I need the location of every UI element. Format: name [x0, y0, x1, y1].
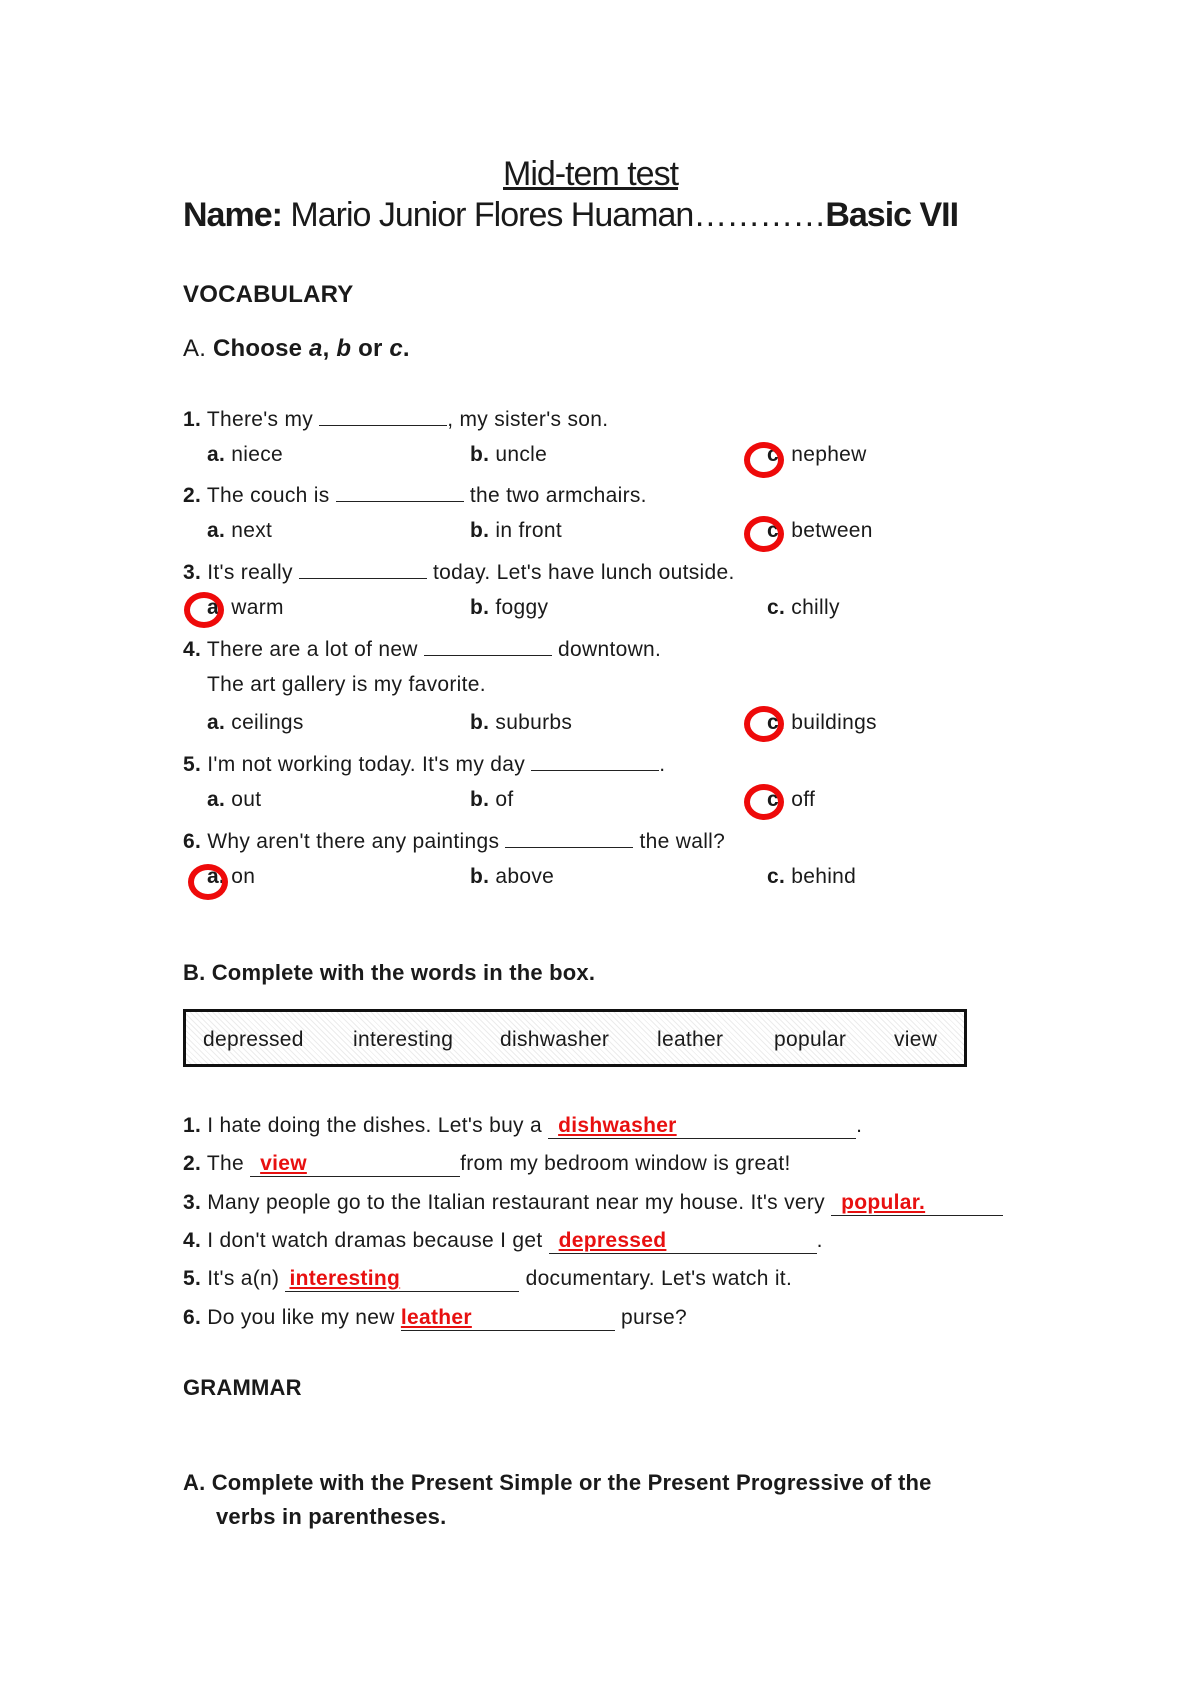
- sentence-6: [183, 1306, 687, 1331]
- option-text: chilly: [791, 596, 840, 619]
- option-a[interactable]: [207, 519, 272, 543]
- option-text: uncle: [495, 443, 548, 466]
- answer-circle: [744, 706, 784, 742]
- sentence-text: .: [856, 1114, 863, 1137]
- option-a[interactable]: [207, 711, 304, 735]
- answer-blank: [505, 827, 633, 848]
- sentence-text: .: [816, 1229, 823, 1252]
- sentence-4: [183, 1229, 823, 1254]
- sentence-text: I don't watch dramas because I get: [207, 1229, 549, 1252]
- vocabulary-heading: VOCABULARY: [183, 281, 354, 308]
- answer-blank: [319, 405, 447, 426]
- option-a[interactable]: [207, 443, 283, 467]
- option-letter: c.: [767, 596, 786, 619]
- sentence-text: It's a(n): [207, 1267, 286, 1290]
- question-3: [183, 558, 735, 585]
- option-text: suburbs: [495, 711, 573, 734]
- sentence-text: Do you like my new: [207, 1306, 401, 1329]
- sentence-1: [183, 1114, 862, 1139]
- option-letter: a.: [207, 788, 226, 811]
- sentence-number: 4.: [183, 1229, 202, 1252]
- sentence-2: [183, 1152, 791, 1177]
- question-number: 4.: [183, 638, 202, 661]
- answer-blank: [531, 750, 659, 771]
- instruction-text: Complete with the words in the box.: [211, 960, 596, 985]
- answer-blank: [336, 481, 464, 502]
- name-label: Name:: [183, 196, 282, 234]
- sentence-text: Many people go to the Italian restaurant near my house. It's very: [207, 1191, 832, 1214]
- option-c[interactable]: [767, 865, 856, 889]
- option-text: ceilings: [231, 711, 304, 734]
- question-text: The couch is: [206, 484, 330, 507]
- question-4-line2: The art gallery is my favorite.: [207, 673, 486, 696]
- question-number: 3.: [183, 561, 202, 584]
- option-letter: a.: [207, 443, 226, 466]
- question-text: I'm not working today. It's my day: [207, 753, 526, 776]
- word-box: [183, 1009, 967, 1067]
- question-text: It's really: [207, 561, 293, 584]
- option-c[interactable]: [767, 596, 840, 620]
- level-label: Basic VII: [825, 196, 959, 234]
- sentence-text: from my bedroom window is great!: [460, 1152, 791, 1175]
- filled-answer[interactable]: leather: [401, 1306, 615, 1331]
- grammar-section-a-line2: verbs in parentheses.: [216, 1504, 447, 1529]
- answer-blank: [299, 558, 427, 579]
- box-word: dishwasher: [500, 1028, 610, 1051]
- option-text: on: [231, 865, 256, 888]
- option-text: warm: [231, 596, 284, 619]
- option-a[interactable]: [207, 788, 261, 812]
- question-text: the two armchairs.: [463, 484, 647, 507]
- question-4: [183, 635, 661, 662]
- option-text: nephew: [791, 443, 867, 466]
- question-text: the wall?: [633, 830, 726, 853]
- option-letter: c.: [767, 443, 786, 466]
- sentence-number: 2.: [183, 1152, 202, 1175]
- option-text: out: [231, 788, 262, 811]
- option-b[interactable]: [470, 519, 562, 543]
- sentence-number: 3.: [183, 1191, 202, 1214]
- option-text: next: [231, 519, 273, 542]
- section-letter: A.: [183, 1470, 206, 1495]
- option-letter: a.: [207, 711, 226, 734]
- box-word: popular: [774, 1028, 847, 1051]
- option-text: foggy: [495, 596, 549, 619]
- question-text: Why aren't there any paintings: [207, 830, 500, 853]
- filled-answer[interactable]: popular.: [831, 1191, 1003, 1216]
- page-title: Mid-tem test: [503, 155, 679, 193]
- sentence-number: 5.: [183, 1267, 202, 1290]
- answer-circle: [184, 592, 224, 628]
- section-letter: B.: [183, 960, 206, 985]
- question-number: 2.: [183, 484, 202, 507]
- sentence-3: [183, 1191, 1003, 1216]
- option-letter: b.: [470, 865, 490, 888]
- instruction-c: c: [389, 335, 403, 362]
- option-text: buildings: [791, 711, 877, 734]
- question-number: 6.: [183, 830, 202, 853]
- option-text: off: [791, 788, 816, 811]
- option-text: between: [791, 519, 873, 542]
- instruction-text: .: [402, 335, 410, 362]
- option-text: of: [495, 788, 514, 811]
- question-number: 5.: [183, 753, 202, 776]
- sentence-number: 1.: [183, 1114, 202, 1137]
- question-text: today. Let's have lunch outside.: [426, 561, 735, 584]
- answer-circle: [744, 516, 784, 552]
- box-word: depressed: [203, 1028, 304, 1051]
- option-text: above: [495, 865, 555, 888]
- option-text: niece: [231, 443, 283, 466]
- sentence-text: documentary. Let's watch it.: [519, 1267, 793, 1290]
- section-letter: A.: [183, 335, 207, 362]
- option-letter: a.: [207, 596, 226, 619]
- filled-answer[interactable]: depressed: [549, 1229, 817, 1254]
- option-letter: b.: [470, 711, 490, 734]
- question-number: 1.: [183, 408, 202, 431]
- option-b[interactable]: [470, 788, 514, 812]
- box-word: view: [894, 1028, 938, 1051]
- box-word: leather: [657, 1028, 724, 1051]
- section-a-instruction: [183, 335, 410, 363]
- question-2: [183, 481, 647, 508]
- answer-circle: [744, 784, 784, 820]
- sentence-text: I hate doing the dishes. Let's buy a: [207, 1114, 549, 1137]
- filled-answer[interactable]: dishwasher: [548, 1114, 856, 1139]
- sentence-text: purse?: [614, 1306, 688, 1329]
- sentence-5: [183, 1267, 792, 1292]
- name-value: Mario Junior Flores Huaman…………: [281, 196, 826, 234]
- option-letter: c.: [767, 519, 786, 542]
- instruction-a: a: [309, 335, 323, 362]
- student-name-line: [183, 196, 958, 235]
- question-text: There's my: [206, 408, 314, 431]
- question-text: There are a lot of new: [206, 638, 418, 661]
- grammar-heading: GRAMMAR: [183, 1375, 302, 1400]
- question-text: downtown.: [551, 638, 662, 661]
- option-letter: b.: [470, 519, 490, 542]
- option-text: behind: [791, 865, 857, 888]
- option-letter: c.: [767, 865, 786, 888]
- filled-answer[interactable]: interesting: [285, 1267, 519, 1292]
- answer-blank: [424, 635, 552, 656]
- option-b[interactable]: [470, 443, 547, 467]
- sentence-text: The: [206, 1152, 251, 1175]
- instruction-b: b: [336, 335, 352, 362]
- section-b-instruction: [183, 960, 595, 986]
- question-1: [183, 405, 608, 432]
- sentence-number: 6.: [183, 1306, 202, 1329]
- filled-answer[interactable]: view: [250, 1152, 460, 1177]
- box-word: interesting: [353, 1028, 454, 1051]
- question-text: .: [659, 753, 666, 776]
- instruction-text: Complete with the Present Simple or the Present Progressive of the: [211, 1470, 932, 1495]
- option-letter: b.: [470, 596, 490, 619]
- option-b[interactable]: [470, 596, 548, 620]
- option-letter: c.: [767, 788, 786, 811]
- instruction-text: ,: [322, 335, 337, 362]
- instruction-text: or: [351, 335, 390, 362]
- option-letter: a.: [207, 865, 226, 888]
- instruction-text: Choose: [212, 335, 310, 362]
- grammar-section-a-line1: [183, 1470, 932, 1496]
- option-letter: b.: [470, 443, 490, 466]
- option-letter: b.: [470, 788, 490, 811]
- option-text: in front: [495, 519, 563, 542]
- option-letter: a.: [207, 519, 226, 542]
- answer-circle: [744, 442, 784, 478]
- option-b[interactable]: [470, 711, 572, 735]
- question-5: [183, 750, 665, 777]
- answer-circle: [188, 864, 228, 900]
- option-letter: c.: [767, 711, 786, 734]
- question-text: , my sister's son.: [447, 408, 609, 431]
- question-6: [183, 827, 725, 854]
- option-b[interactable]: [470, 865, 554, 889]
